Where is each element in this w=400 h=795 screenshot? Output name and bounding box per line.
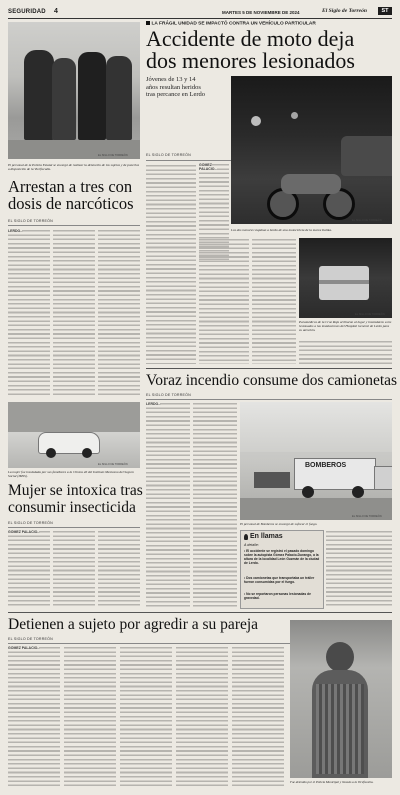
ambulance-stripe — [319, 280, 369, 284]
box-item: • El accidente se registró el pasado domingo sobre la autopista Gómez Palacio-Durango, a la altura de la localidad León Guzmán de la ciudad de Lerdo. — [244, 549, 320, 565]
top-body-col-d — [299, 340, 392, 364]
top-headline — [146, 28, 398, 72]
kicker-text: LA FRÁGIL UNIDAD SE IMPACTÓ CONTRA UN VEHÍCULO PARTICULAR — [151, 21, 316, 27]
fire-headline: Voraz incendio consume dos camionetas — [146, 372, 398, 389]
detain-body-col4 — [176, 646, 228, 786]
ambulance-photo-caption: Paramédicos de la Cruz Roja arribaron al lugar y trasladaron a los lesionados a las instalaciones del Hospital General de Lerdo para su atención. — [299, 320, 392, 332]
truck-wheel — [302, 486, 314, 498]
fire-truck-label: BOMBEROS — [305, 462, 347, 469]
detain-byline: EL SIGLO DE TORREÓN — [8, 637, 53, 641]
detain-headline: Detienen a sujeto por agredir a su pareja — [8, 616, 259, 633]
clinic-photo-caption: La mujer fue trasladada por sus familiares a la Clínica 46 del Instituto Mexicano del Seguro Social (IMSS). — [8, 470, 134, 478]
detain-body-col2 — [64, 646, 116, 786]
en-llamas-box — [240, 530, 324, 609]
overdose-dateline: GÓMEZ PALACIO.- — [8, 530, 40, 534]
detain-top-rule — [8, 612, 392, 613]
overdose-body-col1 — [8, 530, 50, 607]
box-item: • No se reportaron personas lesionadas de gravedad. — [244, 592, 311, 600]
fire-dateline: LERDO.- — [146, 402, 161, 406]
car-shape — [341, 136, 392, 176]
truck-wheel — [352, 486, 364, 498]
kicker-square-icon — [146, 21, 150, 25]
overdose-headline — [8, 483, 142, 516]
box-item-text: El accidente se registró el pasado domingo sobre la autopista Gómez Palacio-Durango, a la altura de la localidad León Guzmán de la ciudad de Lerdo. — [244, 549, 320, 565]
motorcycle-photo — [231, 76, 392, 224]
box-item: • Dos camionetas que transportaba un tráiler fueron consumidas por el fuego. — [244, 576, 315, 584]
street-light — [291, 112, 298, 119]
page-date: MARTES 5 DE NOVIEMBRE DE 2024 — [222, 10, 300, 15]
arrest-photo-credit: EL SIGLO DE TORREÓN — [98, 154, 128, 157]
detain-body-col1 — [8, 646, 60, 786]
top-body-col-a — [146, 164, 196, 364]
arrest-body-col3 — [98, 229, 140, 396]
officer-figure — [52, 58, 76, 140]
box-flame-icon — [244, 534, 248, 540]
overdose-body-col3 — [98, 530, 140, 607]
top-headline-line2: dos menores lesionados — [146, 48, 355, 73]
top-subhead: Jóvenes de 13 y 14 años resultan heridos tras percance en Lerdo — [146, 76, 206, 98]
top-body-col-b — [199, 238, 249, 364]
arrest-body-col1 — [8, 229, 50, 396]
fire-truck-cab — [374, 466, 392, 490]
detainee-photo-caption: Fue detenido por el Policía Municipal y llevado a la Vicefiscalía. — [290, 780, 374, 784]
ambulance-photo — [299, 238, 392, 318]
fire-photo-caption: El personal de Bomberos se encargó de sofocar el fuego. — [240, 522, 318, 526]
paper-logo: ST — [378, 7, 392, 15]
clinic-photo — [8, 402, 140, 468]
overdose-byline: EL SIGLO DE TORREÓN — [8, 521, 53, 525]
motorcycle-body — [281, 174, 341, 194]
top-body-col-c — [252, 238, 296, 364]
burned-truck — [254, 472, 290, 488]
paper-name: El Siglo de Torreón — [322, 8, 368, 14]
car-wheel — [82, 448, 92, 458]
arrest-body-col2 — [53, 229, 95, 396]
page-number: 4 — [54, 8, 58, 15]
arrest-headline-line1: Arrestan a tres con — [8, 177, 133, 196]
section-label — [8, 9, 46, 15]
fire-byline: EL SIGLO DE TORREÓN — [146, 393, 191, 397]
box-intro: A detalle: — [244, 543, 259, 547]
arrest-headline-line2: dosis de narcóticos — [8, 194, 134, 213]
detain-dateline: GÓMEZ PALACIO.- — [8, 646, 40, 650]
arrest-dateline: LERDO.- — [8, 229, 23, 233]
fire-body-col2 — [193, 402, 237, 607]
officer-figure — [106, 56, 132, 140]
detainee-figure — [78, 52, 106, 140]
street-light — [251, 116, 261, 126]
arrest-byline: EL SIGLO DE TORREÓN — [8, 219, 53, 223]
car-wheel — [46, 448, 56, 458]
detainee-head — [326, 642, 354, 672]
section-name: SEGURIDAD — [8, 9, 46, 15]
arrest-headline — [8, 178, 142, 212]
ambulance-photo-credit: EL SIGLO DE TORREÓN — [355, 313, 385, 316]
box-item-text: Dos camionetas que transportaba un tráiler fueron consumidas por el fuego. — [244, 576, 315, 584]
top-dateline: GÓMEZ PALACIO.- — [199, 163, 217, 172]
smoke — [240, 402, 392, 452]
fire-body-col1 — [146, 402, 190, 607]
detainee-photo — [290, 620, 392, 778]
building — [8, 402, 140, 432]
motorcycle-photo-caption: Los dos menores viajaban a bordo de una motocicleta de la marca Italika. — [231, 228, 332, 232]
motorcycle-photo-credit: EL SIGLO DE TORREÓN — [352, 219, 382, 222]
fire-truck-photo — [240, 402, 392, 520]
box-title: En llamas — [250, 533, 283, 540]
top-headline-line1: Accidente de moto deja — [146, 26, 355, 51]
clinic-photo-credit: EL SIGLO DE TORREÓN — [98, 463, 128, 466]
box-item-text: No se reportaron personas lesionadas de gravedad. — [244, 592, 311, 600]
header-rule — [8, 18, 392, 19]
fire-top-rule — [146, 368, 392, 369]
overdose-headline-line2: consumir insecticida — [8, 498, 136, 516]
fire-photo-credit: EL SIGLO DE TORREÓN — [352, 515, 382, 518]
detain-body-col5 — [232, 646, 284, 786]
arrest-photo — [8, 22, 140, 159]
fire-body-col3 — [326, 530, 392, 607]
officer-figure — [24, 50, 54, 140]
detain-body-col3 — [120, 646, 172, 786]
top-byline: EL SIGLO DE TORREÓN — [146, 153, 191, 157]
overdose-headline-line1: Mujer se intoxica tras — [8, 482, 143, 499]
overdose-body-col2 — [53, 530, 95, 607]
shirt-stripes — [316, 684, 364, 774]
arrest-photo-caption: El personal de la Policía Estatal se encargó de realizar la detención de los sujetos y de ponerlos a disposición de la Vicefiscalía. — [8, 163, 140, 171]
